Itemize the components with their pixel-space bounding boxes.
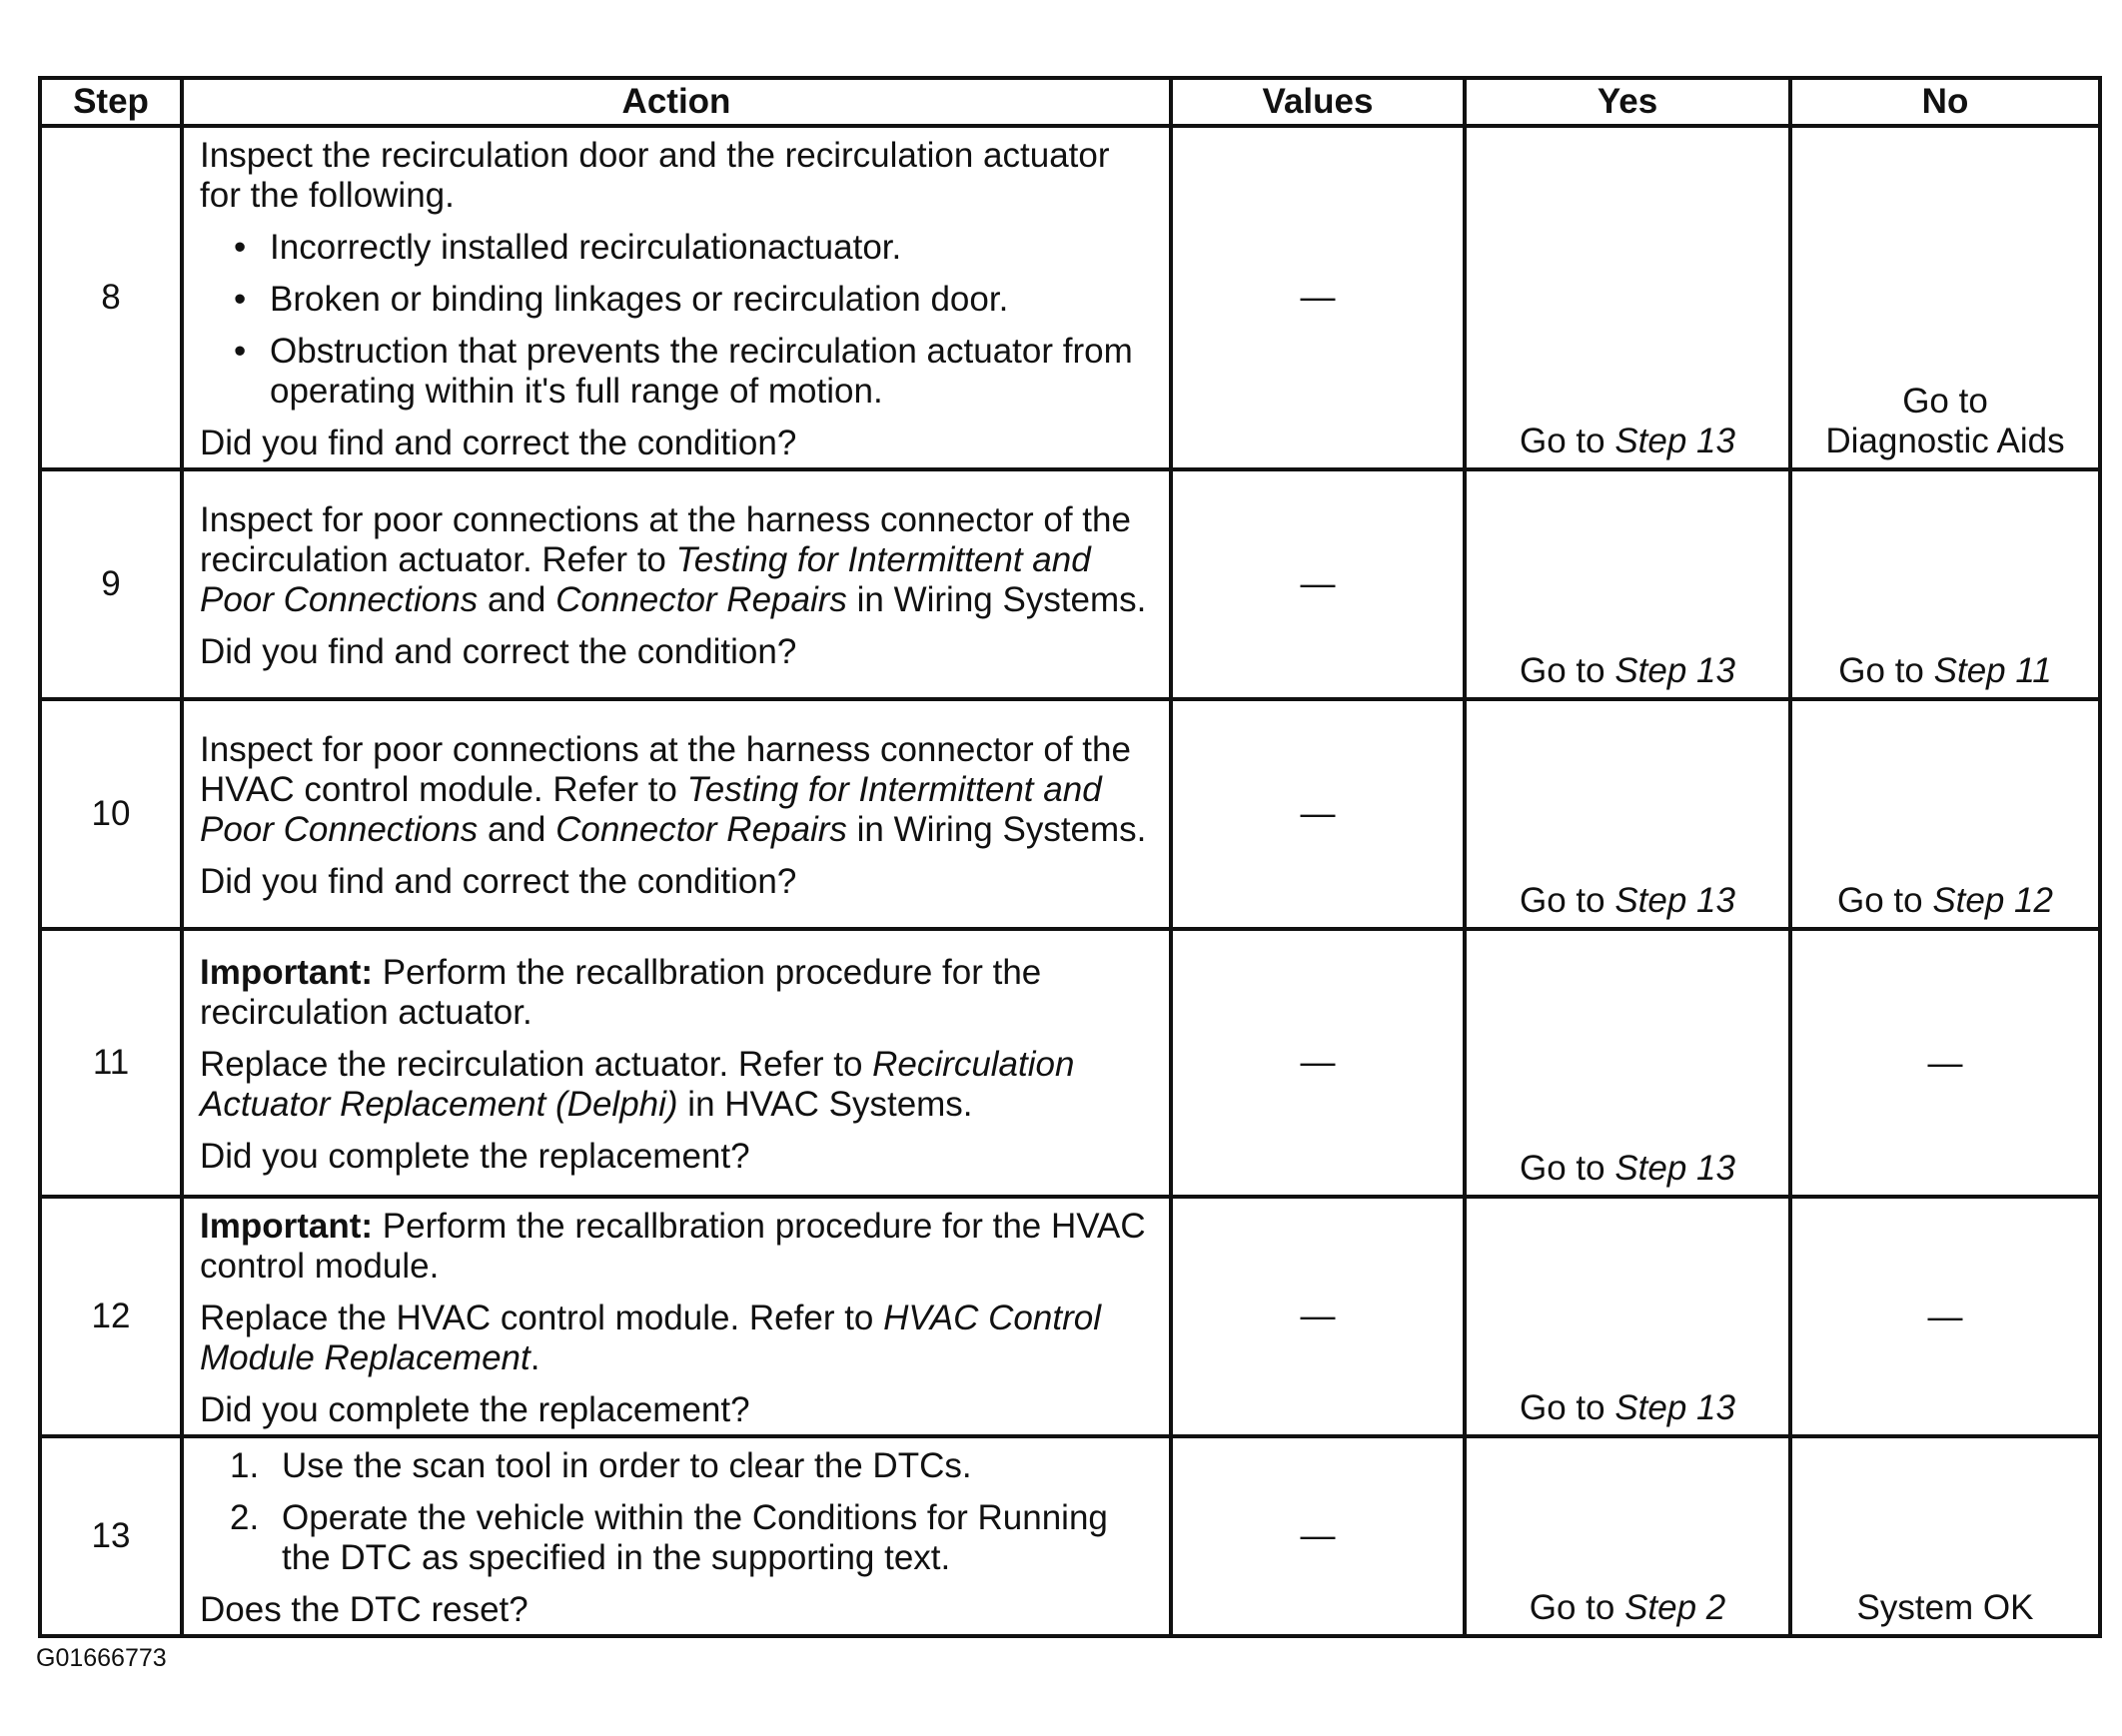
yes-prefix: Go to <box>1520 1388 1615 1427</box>
header-step: Step <box>40 78 182 126</box>
values-cell: — <box>1171 929 1465 1197</box>
action-question: Does the DTC reset? <box>200 1590 529 1629</box>
action-cell <box>182 1436 1171 1636</box>
step-number: 10 <box>40 699 182 929</box>
action-text-part: and <box>478 810 556 849</box>
table-header-row <box>40 78 2100 126</box>
figure-id: G01666773 <box>36 1644 167 1672</box>
no-line-1: Go to <box>1902 382 1988 421</box>
list-item: • Incorrectly installed recirculationactuator. <box>200 228 1155 268</box>
action-text <box>200 1299 1155 1378</box>
reference-link[interactable]: Testing for Intermittent and Poor Connections <box>200 770 1102 849</box>
list-number: 2. <box>230 1498 260 1537</box>
action-text-part: Inspect for poor connections at the harness connector of the recirculation actuator. Refer to <box>200 500 1131 579</box>
list-number: 1. <box>230 1446 260 1485</box>
yes-prefix: Go to <box>1520 1149 1615 1188</box>
important-label: Important: <box>200 953 374 992</box>
yes-prefix: Go to <box>1520 651 1615 690</box>
table-row <box>40 1197 2100 1436</box>
no-cell <box>1790 469 2100 699</box>
yes-step-link[interactable]: Step 13 <box>1614 1149 1735 1188</box>
action-question: Did you find and correct the condition? <box>200 632 797 671</box>
table-row <box>40 1436 2100 1636</box>
list-item: • Obstruction that prevents the recirculation actuator from operating within it's full range of motion. <box>200 332 1155 412</box>
yes-prefix: Go to <box>1529 1588 1625 1627</box>
action-question: Did you complete the replacement? <box>200 1390 750 1429</box>
yes-cell <box>1465 699 1790 929</box>
list-item <box>200 1498 1155 1578</box>
reference-link[interactable]: Testing for Intermittent and Poor Connections <box>200 540 1091 619</box>
action-text-part: . <box>530 1338 540 1377</box>
action-text-part: in Wiring Systems. <box>846 810 1147 849</box>
yes-step-link[interactable]: Step 13 <box>1614 422 1735 460</box>
reference-link[interactable]: HVAC Control Module Replacement <box>200 1299 1101 1377</box>
values-cell: — <box>1171 1197 1465 1436</box>
list-item: • Broken or binding linkages or recirculation door. <box>200 280 1155 320</box>
action-cell <box>182 126 1171 469</box>
no-cell: System OK <box>1790 1436 2100 1636</box>
yes-cell <box>1465 1197 1790 1436</box>
values-cell: — <box>1171 699 1465 929</box>
list-item <box>200 1446 1155 1486</box>
list-text: Operate the vehicle within the Conditions for Running the DTC as specified in the supporting text. <box>282 1498 1108 1577</box>
step-number: 12 <box>40 1197 182 1436</box>
table-row <box>40 699 2100 929</box>
header-action: Action <box>182 78 1171 126</box>
important-text: Perform the recallbration procedure for the HVAC control module. <box>200 1207 1146 1286</box>
header-values: Values <box>1171 78 1465 126</box>
header-yes: Yes <box>1465 78 1790 126</box>
action-text-part: in HVAC Systems. <box>677 1085 973 1124</box>
action-text <box>200 500 1155 620</box>
action-question: Did you find and correct the condition? <box>200 424 797 462</box>
yes-step-link[interactable]: Step 13 <box>1614 881 1735 920</box>
step-number: 11 <box>40 929 182 1197</box>
action-text-part: Inspect for poor connections at the harness connector of the HVAC control module. Refer to <box>200 730 1131 809</box>
action-cell <box>182 929 1171 1197</box>
action-question: Did you find and correct the condition? <box>200 862 797 901</box>
yes-step-link[interactable]: Step 13 <box>1614 1388 1735 1427</box>
yes-step-link[interactable]: Step 2 <box>1624 1588 1726 1627</box>
yes-cell <box>1465 126 1790 469</box>
action-cell <box>182 1197 1171 1436</box>
yes-prefix: Go to <box>1520 422 1615 460</box>
important-text: Perform the recallbration procedure for the recirculation actuator. <box>200 953 1042 1032</box>
yes-cell <box>1465 469 1790 699</box>
diagnostic-steps-table <box>38 76 2102 1638</box>
yes-prefix: Go to <box>1520 881 1615 920</box>
no-cell: — <box>1790 1197 2100 1436</box>
table-row <box>40 469 2100 699</box>
table-row <box>40 929 2100 1197</box>
no-diagnostic-aids-link[interactable]: Diagnostic Aids <box>1825 422 2065 460</box>
yes-step-link[interactable]: Step 13 <box>1614 651 1735 690</box>
no-prefix: Go to <box>1838 651 1934 690</box>
list-text: Use the scan tool in order to clear the DTCs. <box>282 1446 972 1485</box>
action-intro: Inspect the recirculation door and the recirculation actuator for the following. <box>200 136 1110 215</box>
no-step-link[interactable]: Step 11 <box>1933 651 2052 690</box>
step-number: 13 <box>40 1436 182 1636</box>
important-note <box>200 1207 1155 1287</box>
action-text-part: and <box>478 580 556 619</box>
action-question: Did you complete the replacement? <box>200 1137 750 1176</box>
action-cell <box>182 469 1171 699</box>
important-note <box>200 953 1155 1033</box>
step-number: 8 <box>40 126 182 469</box>
action-text-part: Replace the recirculation actuator. Refer to <box>200 1045 873 1084</box>
no-cell <box>1790 126 2100 469</box>
action-text <box>200 1045 1155 1125</box>
diagnostic-table-sheet <box>38 76 2090 1638</box>
yes-cell <box>1465 929 1790 1197</box>
action-text-part: Replace the HVAC control module. Refer to <box>200 1299 884 1337</box>
action-text-part: in Wiring Systems. <box>846 580 1147 619</box>
action-text <box>200 730 1155 850</box>
action-cell <box>182 699 1171 929</box>
values-cell: — <box>1171 469 1465 699</box>
no-prefix: Go to <box>1837 881 1933 920</box>
values-cell: — <box>1171 126 1465 469</box>
important-label: Important: <box>200 1207 374 1246</box>
step-number: 9 <box>40 469 182 699</box>
reference-link[interactable]: Connector Repairs <box>555 810 847 849</box>
reference-link[interactable]: Recirculation Actuator Replacement (Delphi) <box>200 1045 1075 1124</box>
no-step-link[interactable]: Step 12 <box>1932 881 2053 920</box>
reference-link[interactable]: Connector Repairs <box>555 580 847 619</box>
yes-cell <box>1465 1436 1790 1636</box>
header-no: No <box>1790 78 2100 126</box>
values-cell: — <box>1171 1436 1465 1636</box>
no-cell <box>1790 699 2100 929</box>
no-cell: — <box>1790 929 2100 1197</box>
table-row <box>40 126 2100 469</box>
